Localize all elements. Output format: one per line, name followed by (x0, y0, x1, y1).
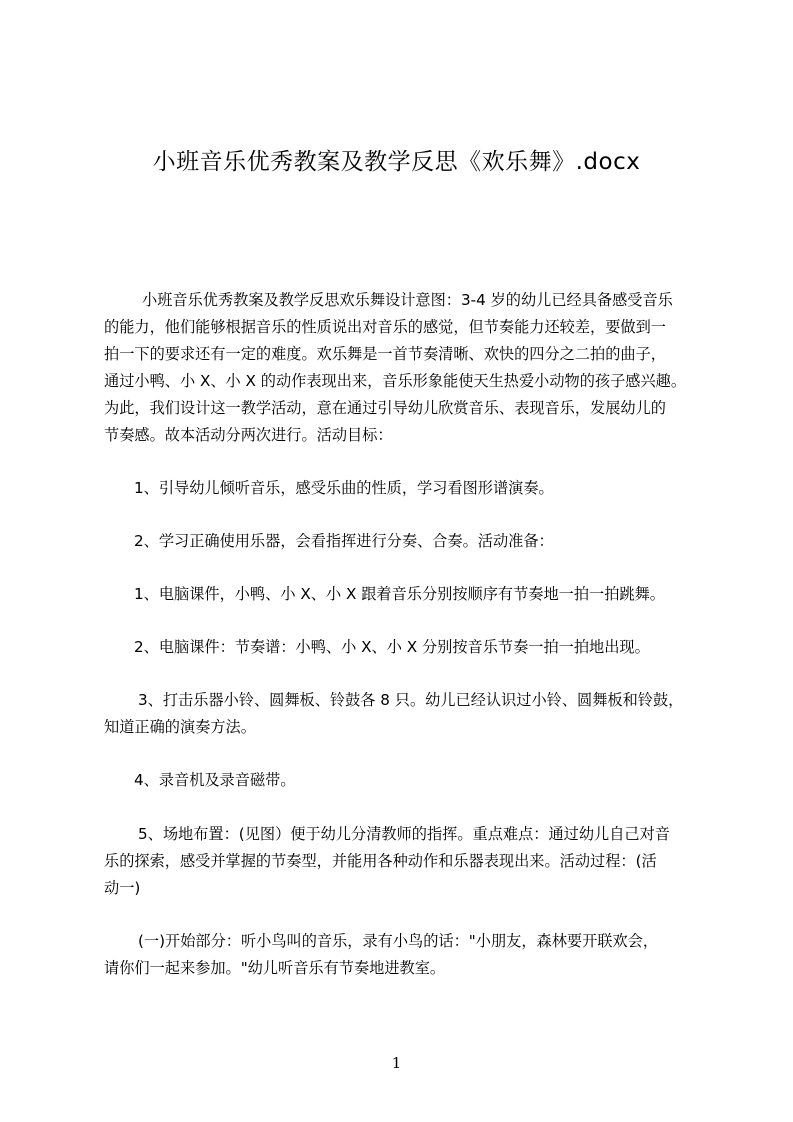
page-number: 1 (391, 1054, 402, 1072)
paragraph-line: (一)开始部分：听小鸟叫的音乐，录有小鸟的话："小朋友，森林要开联欢会， (138, 932, 659, 950)
paragraph-line: 乐的探索，感受并掌握的节奏型，并能用各种动作和乐器表现出来。活动过程：(活 (104, 852, 657, 870)
paragraph-line: 请你们一起来参加。"幼儿听音乐有节奏地进教室。 (104, 959, 446, 977)
prep-1-paragraph (104, 581, 700, 608)
document-title: 小班音乐优秀教案及教学反思《欢乐舞》.docx (152, 149, 641, 175)
paragraph-line: 2、学习正确使用乐器，会看指挥进行分奏、合奏。活动准备： (134, 532, 554, 550)
paragraph-line: 拍一下的要求还有一定的难度。欢乐舞是一首节奏清晰、欢快的四分之二拍的曲子， (104, 345, 666, 363)
step-1-paragraph (104, 928, 700, 982)
paragraph-line: 小班音乐优秀教案及教学反思欢乐舞设计意图：3-4 岁的幼儿已经具备感受音乐 (142, 291, 673, 309)
paragraph-line: 知道正确的演奏方法。 (104, 718, 256, 736)
prep-4-paragraph (104, 767, 700, 794)
paragraph-line: 4、录音机及录音磁带。 (134, 771, 296, 789)
prep-3-paragraph (104, 687, 700, 741)
paragraph-line: 3、打击乐器小铃、圆舞板、铃鼓各 8 只。幼儿已经认识过小铃、圆舞板和铃鼓， (138, 691, 684, 709)
paragraph-line: 1、电脑课件，小鸭、小 X、小 X 跟着音乐分别按顺序有节奏地一拍一拍跳舞。 (134, 585, 665, 603)
paragraph-line: 为此，我们设计这一教学活动，意在通过引导幼儿欣赏音乐、表现音乐，发展幼儿的 (104, 399, 666, 417)
prep-5-paragraph (104, 821, 700, 902)
paragraph-line: 动一) (104, 879, 141, 897)
paragraph-line: 通过小鸭、小 X、小 X 的动作表现出来，音乐形象能使天生热爱小动物的孩子感兴趣。 (104, 372, 687, 390)
goal-1-paragraph (104, 475, 700, 502)
goal-2-paragraph (104, 528, 700, 555)
paragraph-line: 5、场地布置：(见图）便于幼儿分清教师的指挥。重点难点：通过幼儿自己对音 (138, 825, 670, 843)
paragraph-line: 1、引导幼儿倾听音乐，感受乐曲的性质，学习看图形谱演奏。 (134, 479, 554, 497)
paragraph-line: 的能力，他们能够根据音乐的性质说出对音乐的感觉，但节奏能力还较差，要做到一 (104, 318, 666, 336)
paragraph-line: 2、电脑课件：节奏谱：小鸭、小 X、小 X 分别按音乐节奏一拍一拍地出现。 (134, 638, 650, 656)
prep-2-paragraph (104, 634, 700, 661)
intro-paragraph (104, 287, 700, 449)
paragraph-line: 节奏感。故本活动分两次进行。活动目标： (104, 426, 393, 444)
